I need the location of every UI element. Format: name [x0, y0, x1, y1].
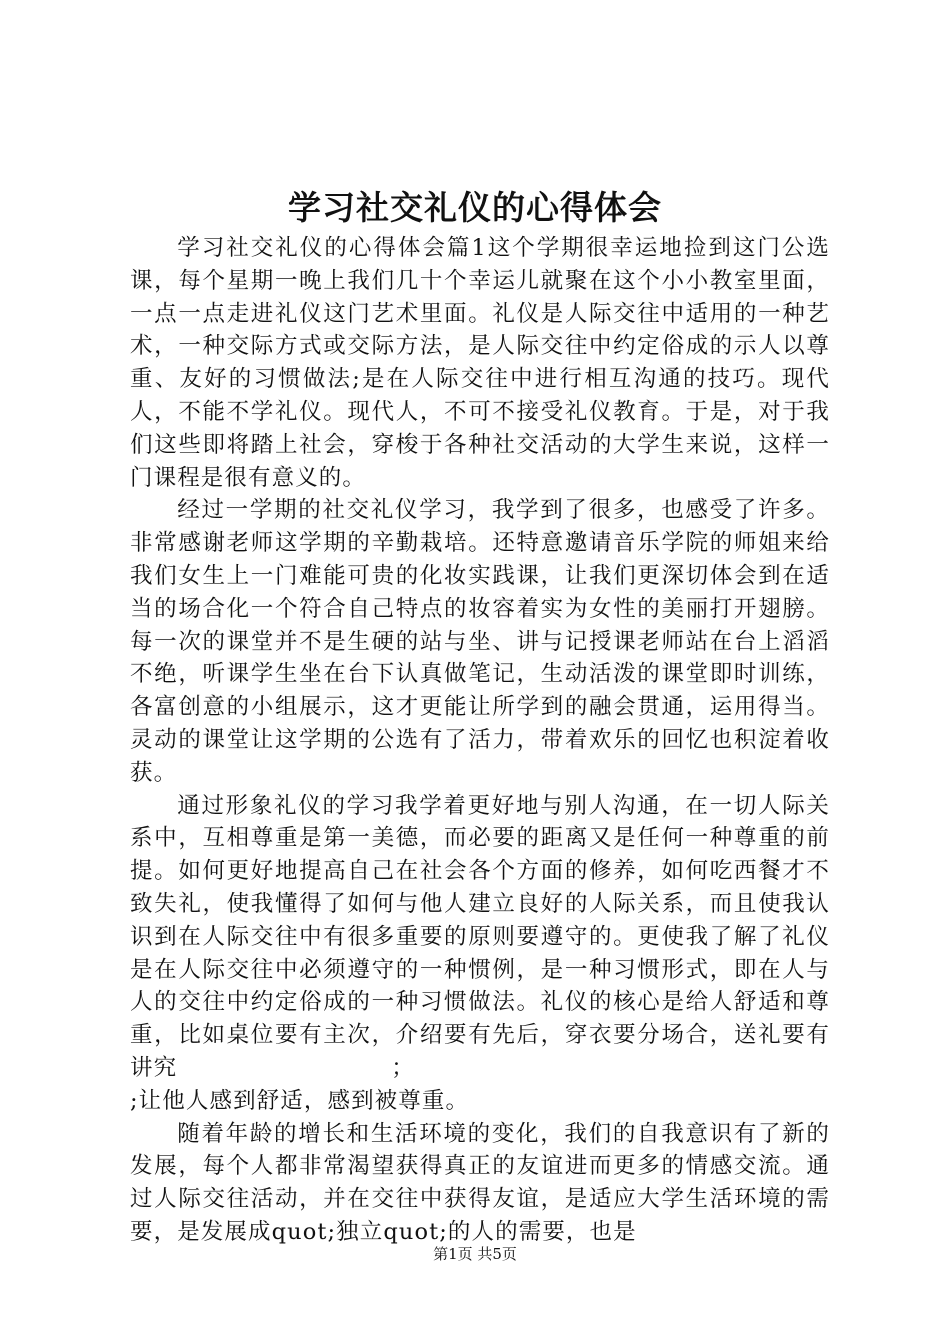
paragraph-2: 经过一学期的社交礼仪学习，我学到了很多，也感受了许多。非常感谢老师这学期的辛勤栽培。还特意邀请音乐学院的师姐来给我们女生上一门难能可贵的化妆实践课，让我们更深切体会到在适当的场合化一个符合自己特点的妆容着实为女性的美丽打开翅膀。每一次的课堂并不是生硬的站与坐、讲与记授课老师站在台上滔滔不绝，听课学生坐在台下认真做笔记，生动活泼的课堂即时训练，各富创意的小组展示，这才更能让所学到的融会贯通，运用得当。灵动的课堂让这学期的公选有了活力，带着欢乐的回忆也积淀着收获。 — [130, 497, 830, 786]
page-footer: 第1页 共5页 — [433, 1245, 517, 1263]
paragraph-1: 学习社交礼仪的心得体会篇1这个学期很幸运地捡到这门公选课，每个星期一晚上我们几十个幸运儿就聚在这个小小教室里面，一点一点走进礼仪这门艺术里面。礼仪是人际交往中适用的一种艺术，一种交际方式或交际方法，是人际交往中约定俗成的示人以尊重、友好的习惯做法;是在人际交往中进行相互沟通的技巧。现代人，不能不学礼仪。现代人，不可不接受礼仪教育。于是，对于我们这些即将踏上社会，穿梭于各种社交活动的大学生来说，这样一门课程是很有意义的。 — [130, 235, 830, 491]
paragraph-3-semicolon: ； — [391, 1054, 415, 1081]
paragraph-3-last-line: ;让他人感到舒适，感到被尊重。 — [130, 1087, 470, 1114]
paragraph-3-text: 通过形象礼仪的学习我学着更好地与别人沟通，在一切人际关系中，互相尊重是第一美德，而必要的距离又是任何一种尊重的前提。如何更好地提高自己在社会各个方面的修养，如何吃西餐才不致失礼，使我懂得了如何与他人建立良好的人际关系，而且使我认识到在人际交往中有很多重要的原则要遵守的。更使我了解了礼仪是在人际交往中必须遵守的一种惯例，是一种习惯形式，即在人与人的交往中约定俗成的一种习惯做法。礼仪的核心是给人舒适和尊重，比如桌位要有主次，介绍要有先后，穿衣要分场合，送礼要有讲究 — [130, 792, 830, 1081]
paragraph-3 — [130, 790, 830, 1118]
paragraph-4: 随着年龄的增长和生活环境的变化，我们的自我意识有了新的发展，每个人都非常渴望获得真正的友谊进而更多的情感交流。通过人际交往活动，并在交往中获得友谊，是适应大学生活环境的需要，是发展成quot;独立quot;的人的需要，也是 — [130, 1120, 830, 1245]
document-title: 学习社交礼仪的心得体会 — [288, 188, 662, 227]
document-body — [130, 232, 830, 1249]
